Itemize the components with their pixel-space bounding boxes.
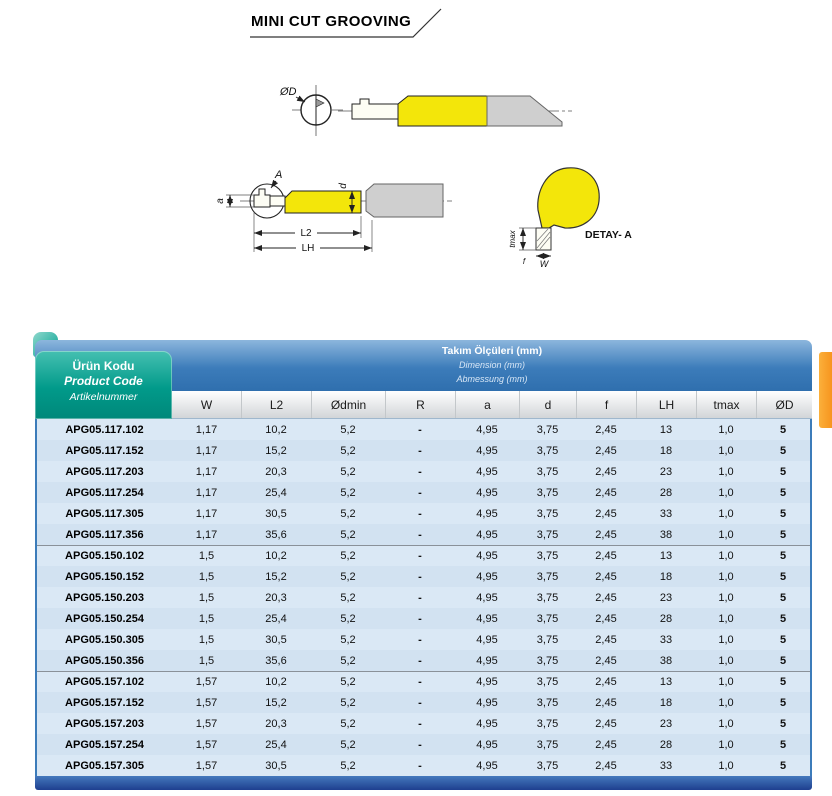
value-cell: 5,2	[340, 633, 356, 646]
value-cell: 33	[659, 507, 673, 520]
column-header: W	[200, 397, 213, 412]
value-cell: 5,2	[340, 486, 356, 499]
value-cell: 1,17	[195, 465, 218, 478]
value-cell: 1,57	[195, 717, 218, 730]
product-code: APG05.150.102	[65, 550, 144, 562]
product-code: APG05.157.254	[65, 738, 144, 751]
value-cell: -	[418, 486, 422, 499]
value-cell: 3,75	[536, 570, 559, 583]
value-cell: 4,95	[476, 633, 498, 646]
table-row	[37, 587, 810, 608]
value-cell: 1,57	[195, 759, 218, 772]
value-cell: 3,75	[536, 465, 559, 478]
value-cell: 1,5	[198, 633, 215, 646]
value-cell: 1,0	[718, 738, 734, 751]
value-cell: 13	[659, 676, 673, 688]
value-cell: 2,45	[595, 759, 617, 772]
table-header	[35, 340, 812, 419]
table-row	[37, 482, 810, 503]
value-cell: 5	[779, 612, 787, 625]
value-cell: 4,95	[476, 717, 498, 730]
diagram-dimensioned-view	[215, 169, 452, 254]
value-cell: 18	[659, 570, 673, 583]
value-cell: 5,2	[340, 654, 356, 667]
value-cell: 1,17	[195, 423, 218, 436]
value-cell: 1,17	[195, 486, 218, 499]
value-cell: 15,2	[265, 444, 287, 457]
value-cell: 5,2	[340, 444, 356, 457]
product-code-header-tr: Ürün Kodu	[72, 359, 135, 373]
product-code: APG05.117.305	[65, 507, 144, 520]
table-row	[37, 524, 810, 545]
value-cell: 2,45	[595, 570, 617, 583]
value-cell: 2,45	[595, 633, 617, 646]
dim-l2-label: L2	[300, 228, 312, 239]
value-cell: 1,0	[718, 486, 734, 499]
value-cell: 2,45	[595, 507, 617, 520]
value-cell: 1,5	[198, 612, 215, 625]
value-cell: -	[418, 759, 422, 772]
product-code: APG05.150.356	[65, 654, 144, 667]
table-row	[37, 734, 810, 755]
value-cell: 10,2	[265, 423, 287, 436]
value-cell: 5,2	[340, 717, 356, 730]
value-cell: 25,4	[265, 612, 287, 625]
value-cell: 1,0	[718, 654, 734, 667]
dim-lh-label: LH	[301, 243, 315, 254]
value-cell: 1,0	[718, 465, 734, 478]
tool-body-2	[285, 191, 361, 213]
table-body	[35, 419, 812, 776]
value-cell: 23	[659, 717, 673, 730]
value-cell: 4,95	[476, 550, 498, 562]
value-cell: 5	[779, 591, 787, 604]
value-cell: 5	[779, 570, 787, 583]
value-cell: 5,2	[340, 423, 356, 436]
table-row	[37, 608, 810, 629]
value-cell: 5,2	[340, 570, 356, 583]
product-code: APG05.150.152	[65, 570, 144, 583]
value-cell: 1,0	[718, 612, 734, 625]
product-code: APG05.157.203	[65, 717, 144, 730]
value-cell: 1,17	[195, 528, 218, 541]
column-header: tmax	[696, 391, 756, 418]
value-cell: 1,57	[195, 738, 218, 751]
value-cell: 5,2	[340, 507, 356, 520]
product-code: APG05.150.203	[65, 591, 144, 604]
page-title: MINI CUT GROOVING	[251, 13, 412, 30]
value-cell: 3,75	[536, 507, 559, 520]
dim-a-label: a	[215, 198, 226, 204]
value-cell: 15,2	[265, 696, 287, 709]
value-cell: 3,75	[536, 738, 559, 751]
value-cell: 28	[659, 738, 673, 751]
dim-f-label: f	[522, 257, 526, 266]
value-cell: 3,75	[536, 486, 559, 499]
table-row	[37, 461, 810, 482]
detail-name-label: DETAY- A	[585, 229, 632, 241]
value-cell: 5,2	[340, 696, 356, 709]
value-cell: 4,95	[476, 465, 498, 478]
value-cell: 5	[779, 759, 787, 772]
table-row	[37, 545, 810, 566]
value-cell: 38	[659, 654, 673, 667]
value-cell: 5	[779, 528, 787, 541]
value-cell: 2,45	[595, 676, 617, 688]
value-cell: 3,75	[536, 591, 559, 604]
value-cell: 1,17	[195, 507, 218, 520]
value-cell: 2,45	[595, 612, 617, 625]
value-cell: 1,5	[198, 591, 215, 604]
dim-od-label: ØD	[280, 86, 297, 98]
value-cell: -	[418, 717, 422, 730]
value-cell: 5	[779, 738, 787, 751]
value-cell: 13	[659, 423, 673, 436]
value-cell: 2,45	[595, 550, 617, 562]
value-cell: 4,95	[476, 738, 498, 751]
value-cell: 1,0	[718, 676, 734, 688]
value-cell: 25,4	[265, 486, 287, 499]
value-cell: 1,5	[198, 550, 215, 562]
value-cell: 5	[779, 717, 787, 730]
value-cell: 25,4	[265, 738, 287, 751]
product-code: APG05.150.254	[65, 612, 144, 625]
insert-profile	[538, 168, 599, 228]
diagram-detail-a	[508, 168, 632, 269]
value-cell: 4,95	[476, 612, 498, 625]
value-cell: -	[418, 654, 422, 667]
value-cell: 30,5	[265, 633, 287, 646]
value-cell: 4,95	[476, 444, 498, 457]
value-cell: -	[418, 550, 422, 562]
product-code: APG05.117.356	[65, 528, 144, 541]
value-cell: 3,75	[536, 633, 559, 646]
product-code-header-en: Product Code	[64, 374, 143, 388]
value-cell: 5	[779, 507, 787, 520]
value-cell: 5,2	[340, 550, 356, 562]
table-row	[37, 692, 810, 713]
value-cell: 1,0	[718, 423, 734, 436]
value-cell: 1,0	[718, 550, 734, 562]
value-cell: 30,5	[265, 507, 287, 520]
value-cell: 2,45	[595, 696, 617, 709]
table-row	[37, 713, 810, 734]
value-cell: 23	[659, 591, 673, 604]
table-row	[37, 755, 810, 776]
product-code: APG05.157.102	[65, 676, 144, 688]
value-cell: 1,57	[195, 696, 218, 709]
value-cell: 2,45	[595, 738, 617, 751]
table-row	[37, 440, 810, 461]
value-cell: 1,17	[195, 444, 218, 457]
value-cell: -	[418, 738, 422, 751]
product-code: APG05.117.203	[65, 465, 144, 478]
column-header: R	[385, 391, 455, 418]
cutting-head	[254, 189, 270, 207]
value-cell: 5	[779, 676, 787, 688]
technical-diagrams	[0, 0, 832, 330]
value-cell: 5,2	[340, 759, 356, 772]
value-cell: 20,3	[265, 591, 287, 604]
value-cell: 1,0	[718, 507, 734, 520]
value-cell: 1,0	[718, 591, 734, 604]
table-row	[37, 650, 810, 671]
value-cell: 2,45	[595, 591, 617, 604]
value-cell: 5,2	[340, 591, 356, 604]
value-cell: -	[418, 444, 422, 457]
value-cell: 1,0	[718, 570, 734, 583]
value-cell: 1,0	[718, 528, 734, 541]
value-cell: 4,95	[476, 507, 498, 520]
value-cell: 10,2	[265, 550, 287, 562]
value-cell: 3,75	[536, 444, 559, 457]
dim-tmax-label: tmax	[508, 230, 517, 248]
value-cell: 38	[659, 528, 673, 541]
value-cell: -	[418, 528, 422, 541]
value-cell: 23	[659, 465, 673, 478]
value-cell: -	[418, 696, 422, 709]
table-row	[37, 503, 810, 524]
value-cell: 5	[779, 486, 787, 499]
value-cell: 5	[779, 423, 787, 436]
value-cell: 4,95	[476, 591, 498, 604]
value-cell: -	[418, 591, 422, 604]
value-cell: 10,2	[265, 676, 287, 688]
value-cell: 1,0	[718, 633, 734, 646]
value-cell: 1,57	[195, 676, 218, 688]
value-cell: 3,75	[536, 550, 559, 562]
value-cell: 2,45	[595, 717, 617, 730]
value-cell: 18	[659, 696, 673, 709]
product-code: APG05.117.102	[65, 423, 144, 436]
value-cell: -	[418, 676, 422, 688]
value-cell: 3,75	[536, 676, 559, 688]
value-cell: 4,95	[476, 423, 498, 436]
value-cell: 15,2	[265, 570, 287, 583]
value-cell: 5	[779, 550, 787, 562]
value-cell: 5	[779, 696, 787, 709]
table-bottom-bar	[35, 776, 812, 790]
value-cell: 5,2	[340, 465, 356, 478]
dimension-header-en: Dimension (mm)	[458, 360, 525, 370]
page-edge-tab	[819, 352, 832, 428]
value-cell: 4,95	[476, 528, 498, 541]
value-cell: 4,95	[476, 676, 498, 688]
table-row	[37, 419, 810, 440]
product-code-header-de: Artikelnummer	[69, 390, 138, 403]
value-cell: 20,3	[265, 465, 287, 478]
value-cell: 1,5	[198, 570, 215, 583]
value-cell: 1,0	[718, 696, 734, 709]
value-cell: 28	[659, 612, 673, 625]
product-code: APG05.117.254	[65, 486, 144, 499]
column-header: L2	[241, 391, 311, 418]
value-cell: 3,75	[536, 759, 559, 772]
value-cell: 5,2	[340, 738, 356, 751]
value-cell: 5,2	[340, 676, 356, 688]
value-cell: 33	[659, 633, 673, 646]
table-row	[37, 671, 810, 692]
column-header: LH	[636, 391, 696, 418]
value-cell: 4,95	[476, 696, 498, 709]
value-cell: -	[418, 633, 422, 646]
value-cell: 3,75	[536, 696, 559, 709]
value-cell: 3,75	[536, 717, 559, 730]
value-cell: 4,95	[476, 570, 498, 583]
column-header: ØD	[756, 391, 812, 418]
value-cell: 5	[779, 654, 787, 667]
value-cell: 5,2	[340, 612, 356, 625]
tool-body	[398, 96, 487, 126]
value-cell: 3,75	[536, 528, 559, 541]
value-cell: 35,6	[265, 528, 287, 541]
dimension-table	[35, 340, 812, 790]
dimension-header-tr: Takım Ölçüleri (mm)	[441, 345, 543, 357]
column-header-row	[172, 391, 812, 419]
value-cell: 2,45	[595, 486, 617, 499]
value-cell: 18	[659, 444, 673, 457]
dim-d-label: d	[338, 183, 349, 189]
detail-a-label: A	[275, 169, 283, 181]
value-cell: 30,5	[265, 759, 287, 772]
tool-neck	[352, 99, 398, 119]
product-code: APG05.157.305	[65, 759, 144, 772]
value-cell: 3,75	[536, 654, 559, 667]
table-row	[37, 566, 810, 587]
value-cell: 28	[659, 486, 673, 499]
value-cell: 3,75	[536, 612, 559, 625]
value-cell: -	[418, 612, 422, 625]
value-cell: 3,75	[536, 423, 559, 436]
column-header: f	[576, 391, 636, 418]
value-cell: 2,45	[595, 528, 617, 541]
value-cell: 35,6	[265, 654, 287, 667]
value-cell: 20,3	[265, 717, 287, 730]
column-header: Ødmin	[311, 391, 385, 418]
diagram-side-view	[279, 85, 572, 136]
dim-w-label: W	[539, 259, 549, 269]
table-row	[37, 629, 810, 650]
value-cell: 1,0	[718, 717, 734, 730]
value-cell: 5	[779, 444, 787, 457]
value-cell: 2,45	[595, 423, 617, 436]
value-cell: -	[418, 507, 422, 520]
value-cell: 1,0	[718, 759, 734, 772]
value-cell: -	[418, 465, 422, 478]
value-cell: 5	[779, 633, 787, 646]
column-header: a	[455, 391, 519, 418]
dimension-header-de: Abmessung (mm)	[456, 373, 528, 384]
product-code: APG05.157.152	[65, 696, 144, 709]
product-code: APG05.150.305	[65, 633, 144, 646]
product-code: APG05.117.152	[65, 444, 144, 457]
value-cell: 5,2	[340, 528, 356, 541]
column-header: d	[519, 391, 576, 418]
value-cell: 1,5	[198, 654, 215, 667]
value-cell: -	[418, 570, 422, 583]
value-cell: 2,45	[595, 465, 617, 478]
value-cell: 4,95	[476, 486, 498, 499]
value-cell: 2,45	[595, 444, 617, 457]
product-code-header	[35, 351, 172, 419]
tool-shank-2	[366, 184, 443, 217]
value-cell: 4,95	[476, 759, 498, 772]
value-cell: -	[418, 423, 422, 436]
value-cell: 5	[779, 465, 787, 478]
value-cell: 1,0	[718, 444, 734, 457]
value-cell: 2,45	[595, 654, 617, 667]
value-cell: 4,95	[476, 654, 498, 667]
value-cell: 33	[659, 759, 673, 772]
value-cell: 13	[659, 550, 673, 562]
